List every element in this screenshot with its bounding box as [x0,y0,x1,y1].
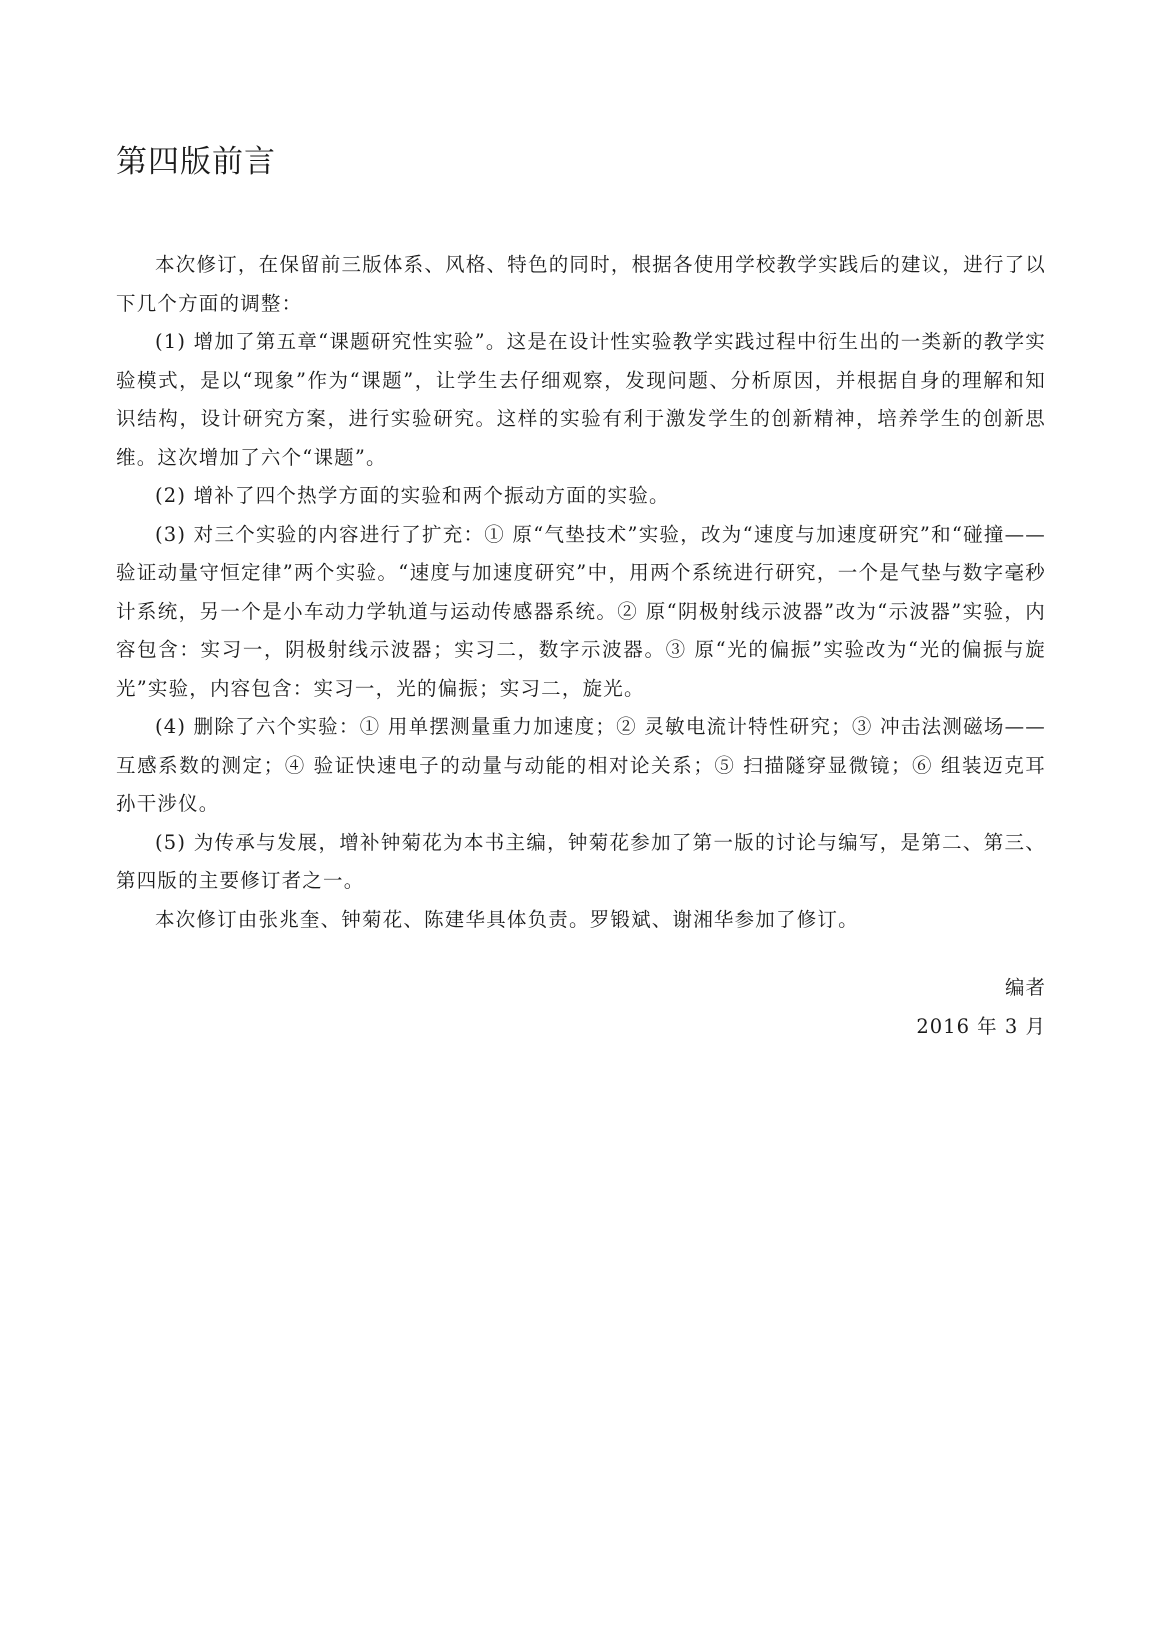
paragraph-intro: 本次修订，在保留前三版体系、风格、特色的同时，根据各使用学校教学实践后的建议，进行了以下几个方面的调整： [116,253,1046,315]
signature-block [116,969,1046,1046]
preface-body [116,246,1046,939]
signature-author: 编者 [1004,976,1046,999]
page-title: 第四版前言 [116,144,276,180]
paragraph-item-1: (1) 增加了第五章“课题研究性实验”。这是在设计性实验教学实践过程中衍生出的一类新的教学实验模式，是以“现象”作为“课题”，让学生去仔细观察，发现问题、分析原因，并根据自身的理解和知识结构，设计研究方案，进行实验研究。这样的实验有利于激发学生的创新精神，培养学生的创新思维。这次增加了六个“课题”。 [116,330,1046,469]
paragraph-item-5: (5) 为传承与发展，增补钟菊花为本书主编，钟菊花参加了第一版的讨论与编写，是第二、第三、第四版的主要修订者之一。 [116,830,1046,892]
preface-page [116,140,1046,1046]
paragraph-item-3: (3) 对三个实验的内容进行了扩充：① 原“气垫技术”实验，改为“速度与加速度研究”和“碰撞——验证动量守恒定律”两个实验。“速度与加速度研究”中，用两个系统进行研究，一个是气垫与数字毫秒计系统，另一个是小车动力学轨道与运动传感器系统。② 原“阴极射线示波器”改为“示波器”实验，内容包含：实习一，阴极射线示波器；实习二，数字示波器。③ 原“光的偏振”实验改为“光的偏振与旋光”实验，内容包含：实习一，光的偏振；实习二，旋光。 [116,522,1046,700]
signature-date: 2016 年 3 月 [916,1014,1046,1038]
paragraph-closing: 本次修订由张兆奎、钟菊花、陈建华具体负责。罗锻斌、谢湘华参加了修订。 [155,907,859,931]
paragraph-item-4: (4) 删除了六个实验：① 用单摆测量重力加速度；② 灵敏电流计特性研究；③ 冲击法测磁场——互感系数的测定；④ 验证快速电子的动量与动能的相对论关系；⑤ 扫描隧穿显微镜；⑥ 组装迈克耳孙干涉仪。 [116,715,1046,815]
paragraph-item-2: (2) 增补了四个热学方面的实验和两个振动方面的实验。 [155,484,670,507]
